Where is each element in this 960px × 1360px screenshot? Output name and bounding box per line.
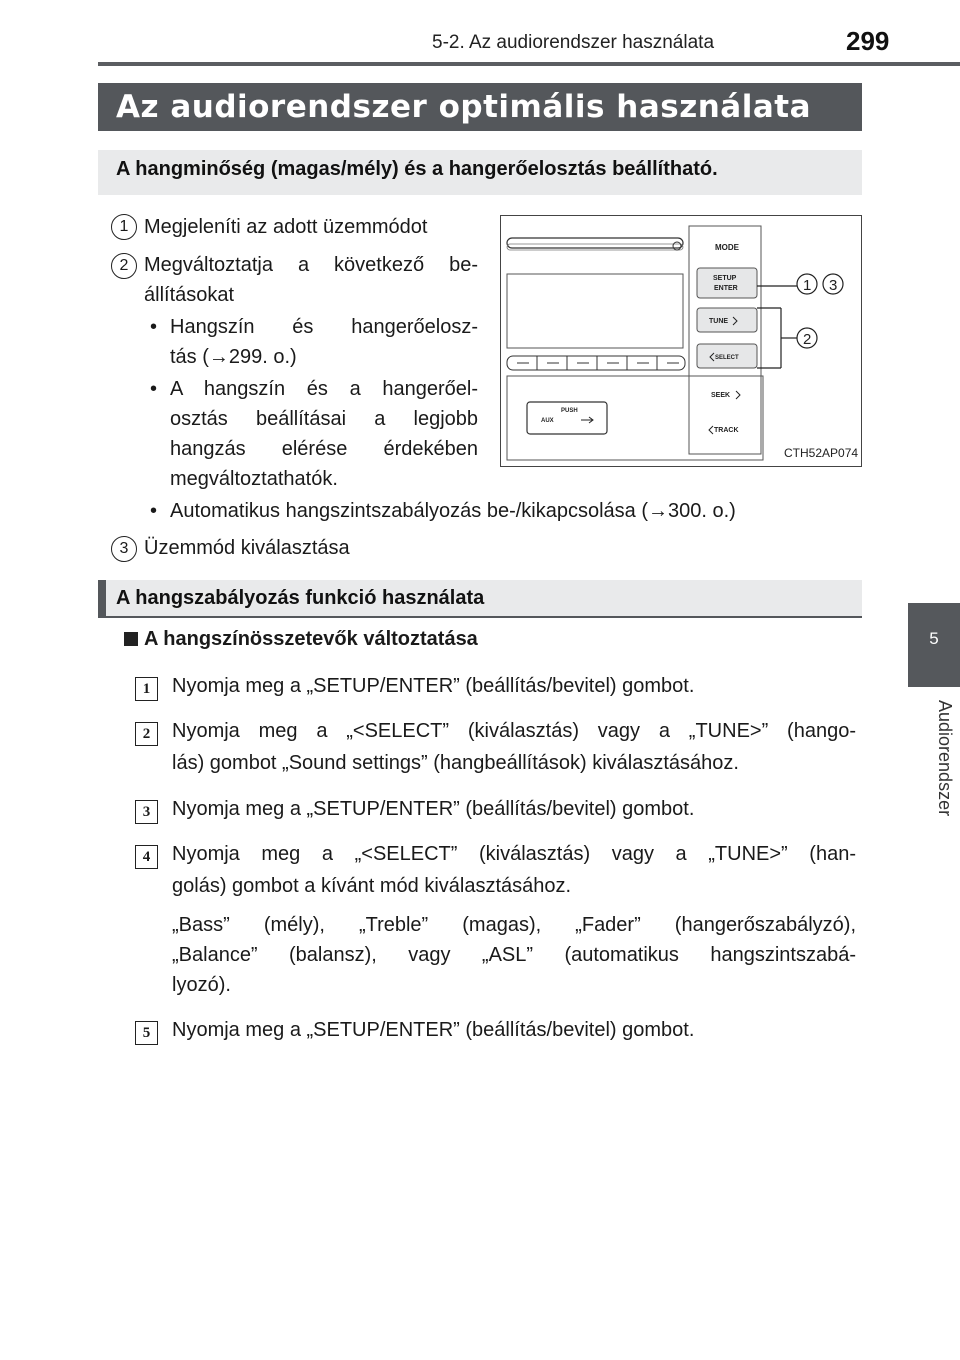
callout-text-1: Megjeleníti az adott üzemmódot — [144, 216, 428, 238]
figure-callout-2-text: 2 — [803, 331, 812, 348]
step-1-text: Nyomja meg a „SETUP/ENTER” (beállítás/bevitel) gombot. — [172, 675, 695, 697]
figure-callout-3-text: 3 — [829, 277, 838, 294]
note-line3: lyozó). — [172, 974, 231, 996]
step-number-1: 1 — [135, 677, 158, 701]
bullet-1-line1: Hangszín és hangerőelosz- — [170, 316, 478, 338]
figure-callout-1-text: 1 — [803, 277, 812, 294]
audio-unit-figure — [500, 215, 862, 467]
callout-number-1: 1 — [111, 214, 137, 240]
subheading-marker — [124, 632, 138, 646]
note-line1: „Bass” (mély), „Treble” (magas), „Fader” (hangerőszabályzó), — [172, 914, 856, 936]
lead-text: A hangminőség (magas/mély) és a hangerőelosztás beállítható. — [116, 158, 718, 180]
callout-text-2-line2: állításokat — [144, 284, 235, 306]
callout-text-3: Üzemmód kiválasztása — [144, 537, 350, 559]
step-number-4: 4 — [135, 845, 158, 869]
callout-number-3: 3 — [111, 536, 137, 562]
bullet-2-line3: hangzás elérése érdekében — [170, 438, 478, 460]
bullet-2-line2: osztás beállításai a legjobb — [170, 408, 478, 430]
step-number-2: 2 — [135, 722, 158, 746]
step-3-text: Nyomja meg a „SETUP/ENTER” (beállítás/bevitel) gombot. — [172, 798, 695, 820]
bullet-2-line1: A hangszín és a hangerőel- — [170, 378, 478, 400]
bullet-1-line2: tás (→299. o.) — [170, 346, 297, 368]
audio-unit-illustration — [501, 216, 861, 466]
usb-icon — [581, 417, 593, 423]
chapter-tab[interactable] — [908, 603, 960, 687]
setup-button-line2: ENTER — [714, 285, 738, 292]
step-2-line1: Nyomja meg a „<SELECT” (kiválasztás) vagy a „TUNE>” (hango- — [172, 720, 856, 742]
bullet-2-line4: megváltoztathatók. — [170, 468, 338, 490]
bullet-dot: • — [150, 500, 158, 522]
setup-button-line1: SETUP — [713, 275, 737, 282]
bullet-dot: • — [150, 378, 158, 400]
step-2-line2: lás) gombot „Sound settings” (hangbeállítások) kiválasztásához. — [172, 752, 739, 774]
seek-arrow-icon — [736, 391, 740, 399]
callout-number-2: 2 — [111, 253, 137, 279]
aux-label: AUX — [541, 418, 554, 424]
step-number-3: 3 — [135, 800, 158, 824]
tune-button: TUNE — [709, 318, 729, 325]
track-button: TRACK — [714, 427, 739, 434]
subheading: A hangszínösszetevők változtatása — [144, 628, 478, 650]
mode-button: MODE — [715, 243, 739, 252]
running-header-section: 5-2. Az audiorendszer használata — [432, 32, 715, 53]
seek-button: SEEK — [711, 392, 731, 399]
track-arrow-icon — [709, 426, 713, 434]
select-button: SELECT — [715, 355, 739, 361]
page-number: 299 — [846, 26, 890, 56]
bullet-dot: • — [150, 316, 158, 338]
bullet-3-line1: Automatikus hangszintszabályozás be-/kikapcsolása (→300. o.) — [170, 500, 736, 522]
figure-code: CTH52AP074 — [784, 446, 859, 460]
step-number-5: 5 — [135, 1021, 158, 1045]
header-rule — [98, 62, 960, 66]
page-title: Az audiorendszer optimális használata — [116, 89, 812, 125]
section-heading: A hangszabályozás funkció használata — [116, 587, 485, 609]
step-5-text: Nyomja meg a „SETUP/ENTER” (beállítás/bevitel) gombot. — [172, 1019, 695, 1041]
chapter-number: 5 — [929, 629, 939, 648]
callout-text-2-line1: Megváltoztatja a következő be- — [144, 254, 478, 276]
chapter-label: Audiorendszer — [935, 700, 955, 817]
note-line2: „Balance” (balansz), vagy „ASL” (automatikus hangszintszabá- — [172, 944, 856, 966]
step-4-line2: golás) gombot a kívánt mód kiválasztásához. — [172, 875, 572, 897]
push-label: PUSH — [561, 408, 578, 414]
step-4-line1: Nyomja meg a „<SELECT” (kiválasztás) vagy a „TUNE>” (han- — [172, 843, 856, 865]
